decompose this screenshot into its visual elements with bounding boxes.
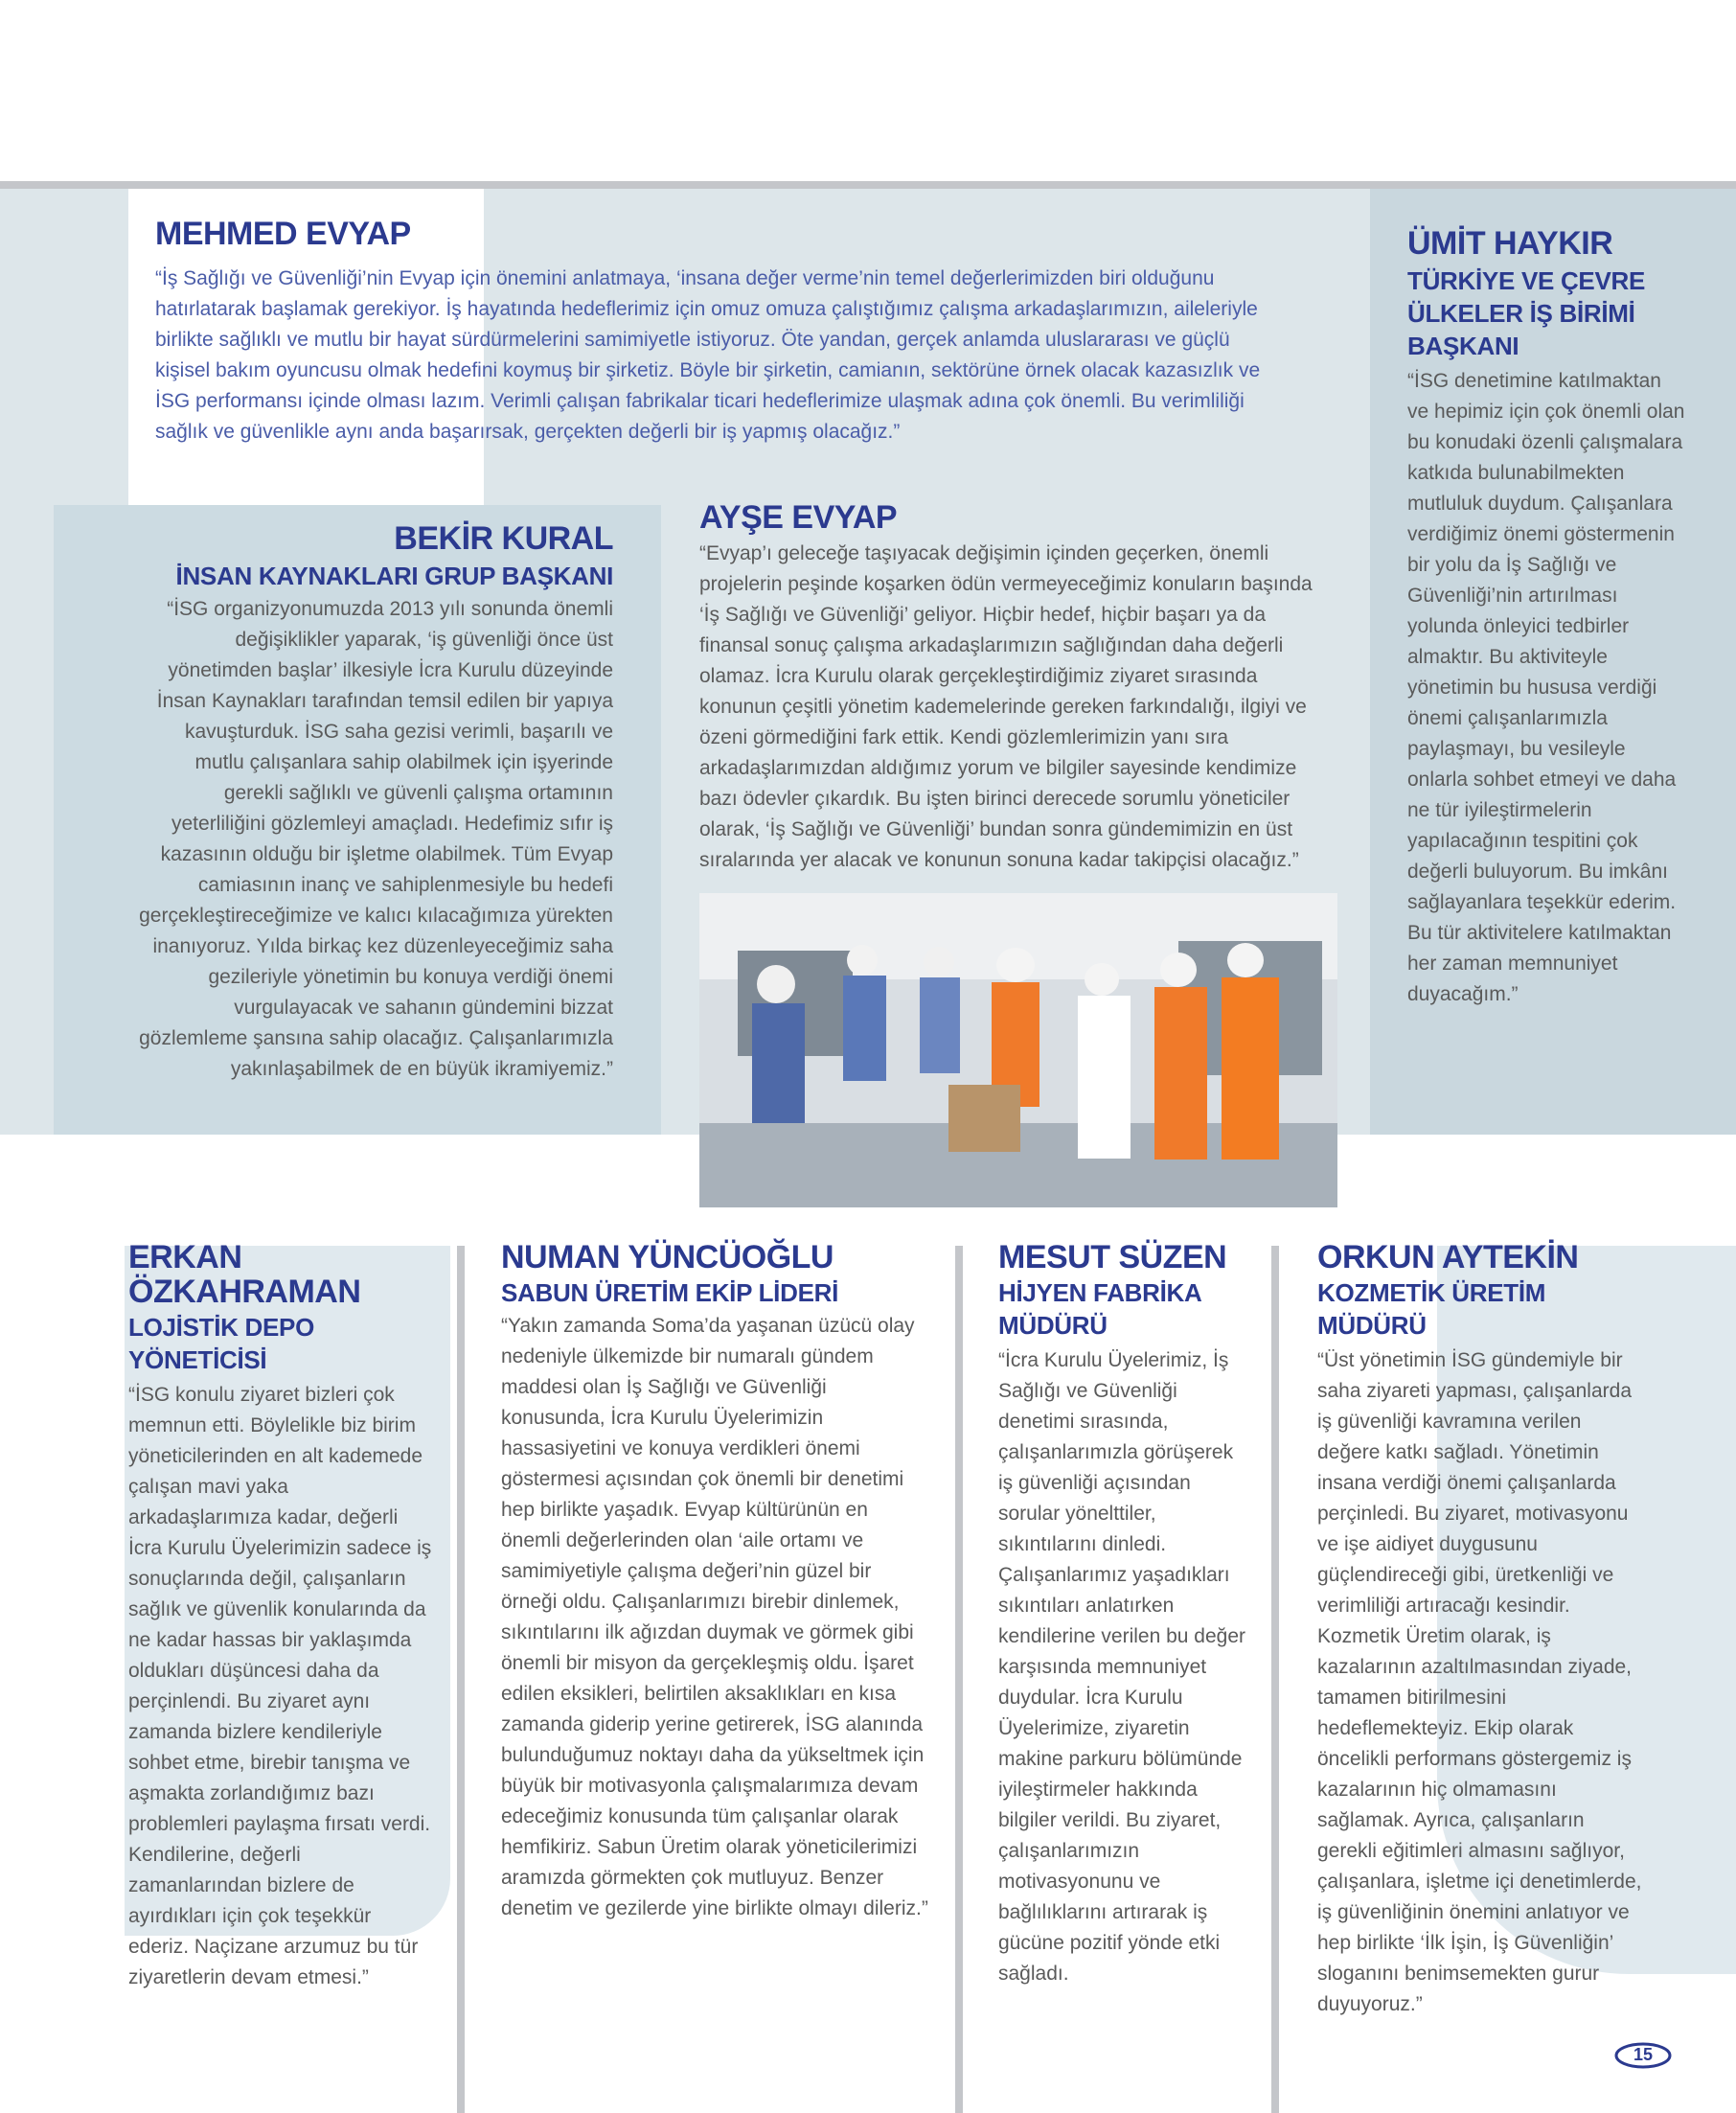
column-divider — [457, 1246, 465, 2113]
top-rule — [0, 181, 1736, 189]
column-divider — [1271, 1246, 1279, 2113]
numan-quote: “Yakın zamanda Soma’da yaşanan üzücü olay nedeniyle ülkemizde bir numaralı gündem maddesi olan İş Sağlığı ve Güvenliği konusunda, İcra Kurulu Üyelerimizin hassasiyetini ve konuya verdikleri önemi göstermesi açısından çok önemli bir denetimi hep birlikte yaşadık. Evyap kültürünün en önemli değerlerinden olan ‘aile ortamı ve samimiyetiyle çalışma değeri’nin güzel bir örneği oldu. Çalışanlarımızı birebir dinlemek, sıkıntılarını ilk ağızdan duymak ve görmek gibi önemli bir misyon da gerçekleşmiş oldu. İşaret edilen eksikleri, belirtilen aksaklıkları en kısa zamanda giderip yerine getirerek, İSG alanında bulunduğumuz noktayı daha da yükseltmek için büyük bir motivasyonla çalışmalarımıza devam edeceğimiz konusunda tüm çalışanlar olarak hemfikiriz. Sabun Üretim olarak yöneticilerimizi aramızda görmekten çok mutluyuz. Benzer denetim ve gezilerde yine birlikte olmayı dileriz.” — [501, 1315, 928, 1919]
factory-visit-photo — [699, 893, 1337, 1207]
orkun-quote: “Üst yönetimin İSG gündemiyle bir saha ziyareti yapması, çalışanlarda iş güvenliği kavramına verilen değere katkı sağladı. Yönetimin insana verdiği önemi çalışanlarda perçinledi. Bu ziyaret, motivasyonu ve işe aidiyet duygusunu güçlendireceği gibi, üretkenliği ve verimliliği artıracağı kesindir. Kozmetik Üretim olarak, iş kazalarının azaltılmasından ziyade, tamamen bitirilmesini hedeflemekteyiz. Ekip olarak öncelikli performans göstergemiz iş kazalarının hiç olmamasını sağlamak. Ayrıca, çalışanların gerekli eğitimleri almasını sağlıyor, çalışanlara, işletme içi denetimlerde, iş güvenliğinin önemini anlatıyor ve hep birlikte ‘İlk İşin, İş Güvenliğin’ sloganını benimsemekten gurur duyuyoruz.” — [1317, 1349, 1642, 2015]
factory-photo-illustration — [699, 893, 1337, 1207]
umit-quote: “İSG denetimine katılmaktan ve hepimiz için çok önemli olan bu konudaki özenli çalışmalara katkıda bulunabilmekten mutluluk duydum. Çalışanlara verdiğimiz önemi göstermenin bir yolu da İş Sağlığı ve Güvenliği’nin artırılması yolunda önleyici tedbirler almaktır. Bu aktiviteyle yönetimin bu hususa verdiği önemi çalışanlarımızla paylaşmayı, bu vesileyle onlarla sohbet etmeyi ve daha ne tür iyileştirmelerin yapılacağının tespitini çok değerli buluyorum. Bu imkânı sağlayanlara teşekkür ederim. Bu tür aktivitelere katılmaktan her zaman memnuniyet duyacağım.” — [1407, 370, 1685, 1005]
orkun-role: KOZMETİK ÜRETİM MÜDÜRÜ — [1317, 1278, 1546, 1340]
umit-name: ÜMİT HAYKIR — [1407, 225, 1613, 262]
mesut-name: MESUT SÜZEN — [998, 1239, 1227, 1275]
numan-name: NUMAN YÜNCÜOĞLU — [501, 1239, 834, 1275]
ayse-quote: “Evyap’ı geleceğe taşıyacak değişimin içinden geçerken, önemli projelerin peşinde koşarken ödün vermeyeceğimiz konuların başında ‘İş Sağlığı ve Güvenliği’ geliyor. Hiçbir hedef, hiçbir başarı ya da finansal sonuç çalışma arkadaşlarımızın sağlığından daha değerli olamaz. İcra Kurulu olarak gerçekleştirdiğimiz ziyaret sırasında konunun çeşitli yönetim kademelerinde gereken farkındalığı, ilgiyi ve özeni görmediğini fark ettik. Kendi gözlemlerimizin yanı sıra arkadaşlarımızdan aldığımız yorum ve bilgiler sayesinde kendimize bazı ödevler çıkardık. Bu işten birinci derecede sorumlu yöneticiler olarak, ‘İş Sağlığı ve Güvenliği’ bundan sonra gündemimizin en üst sıralarında yer alacak ve konunun sonuna kadar takipçisi olacağız.” — [699, 542, 1313, 871]
ayse-name: AYŞE EVYAP — [699, 499, 898, 536]
bekir-role: İNSAN KAYNAKLARI GRUP BAŞKANI — [175, 562, 613, 590]
erkan-role: LOJİSTİK DEPO YÖNETİCİSİ — [128, 1313, 315, 1374]
erkan-quote: “İSG konulu ziyaret bizleri çok memnun etti. Böylelikle biz birim yöneticilerinden en alt kademede çalışan mavi yaka arkadaşlarımıza kadar, değerli İcra Kurulu Üyelerimizin sadece iş sonuçlarında değil, çalışanların sağlık ve güvenlik konularında da ne kadar hassas bir yaklaşımda oldukları düşüncesi daha da perçinlendi. Bu ziyaret aynı zamanda bizlere kendileriyle sohbet etme, birebir tanışma ve aşmakta zorlandığımız bazı problemleri paylaşma fırsatı verdi. Kendilerine, değerli zamanlarından bizlere de ayırdıkları için çok teşekkür ederiz. Naçizane arzumuz bu tür ziyaretlerin devam etmesi.” — [128, 1384, 432, 1988]
orkun-name: ORKUN AYTEKİN — [1317, 1239, 1579, 1275]
mesut-role: HİJYEN FABRİKA MÜDÜRÜ — [998, 1278, 1201, 1340]
page-number: 15 — [1633, 2045, 1654, 2064]
umit-role: TÜRKİYE VE ÇEVRE ÜLKELER İŞ BİRİMİ BAŞKANI — [1407, 266, 1646, 360]
mesut-quote: “İcra Kurulu Üyelerimiz, İş Sağlığı ve Güvenliği denetimi sırasında, çalışanlarımızla görüşerek iş güvenliği açısından sorular yönelttiler, sıkıntılarını dinledi. Çalışanlarımız yaşadıkları sıkıntıları anlatırken kendilerine verilen bu değer karşısında memnuniyet duydular. İcra Kurulu Üyelerimize, ziyaretin makine parkuru bölümünde iyileştirmeler hakkında bilgiler verildi. Bu ziyaret, çalışanlarımızın motivasyonunu ve bağlılıklarını artırarak iş gücüne pozitif yönde etki sağladı. — [998, 1349, 1245, 1985]
bekir-name: BEKİR KURAL — [394, 520, 613, 557]
numan-role: SABUN ÜRETİM EKİP LİDERİ — [501, 1278, 839, 1307]
page-number-badge — [1614, 2041, 1672, 2070]
mehmed-quote: “İş Sağlığı ve Güvenliği’nin Evyap için önemini anlatmaya, ‘insana değer verme’nin temel değerlerimizden biri olduğunu hatırlatarak başlamak gerekiyor. İş hayatında hedeflerimiz için omuz omuza çalıştığımız çalışma arkadaşlarımızın, aileleriyle birlikte sağlıklı ve mutlu bir hayat sürdürmelerini samimiyetle istiyoruz. Öte yandan, gerçek anlamda uluslararası ve güçlü kişisel bakım oyuncusu olmak hedefini koymuş bir şirketiz. Böyle bir şirketin, camianın, sektörüne örnek olacak kazasızlık ve İSG performansı içinde olması lazım. Verimli çalışan fabrikalar ticari hedeflerimize ulaşmak adına çok önemli. Bu verimliliği sağlık ve güvenlikle aynı anda başarırsak, gerçekten değerli bir iş yapmış olacağız.” — [155, 267, 1261, 443]
mehmed-name: MEHMED EVYAP — [155, 216, 411, 252]
erkan-name: ERKAN ÖZKAHRAMAN — [128, 1239, 361, 1310]
bekir-quote: “İSG organizyonumuzda 2013 yılı sonunda önemli değişiklikler yaparak, ‘iş güvenliği önce üst yönetimden başlar’ ilkesiyle İcra Kurulu düzeyinde İnsan Kaynakları tarafından temsil edilen bir yapıya kavuşturduk. İSG saha gezisi verimli, başarılı ve mutlu çalışanlara sahip olabilmek için işyerinde gerekli sağlıklı ve güvenli çalışma ortamının yeterliliğini gözlemleyi amaçladı. Hedefimiz sıfır iş kazasının olduğu bir işletme olabilmek. Tüm Evyap camiasının inanç ve sahiplenmesiyle bu hedefi gerçekleştireceğimize ve kalıcı kılacağımıza yürekten inanıyoruz. Yılda birkaç kez düzenleyeceğimiz saha gezileriyle yönetimin bu konuya verdiği önemi vurgulayacak ve sahanın gündemini bizzat gözlemleme şansına sahip olacağız. Çalışanlarımızla yakınlaşabilmek de en büyük ikramiyemiz.” — [139, 598, 613, 1080]
column-divider — [955, 1246, 963, 2113]
